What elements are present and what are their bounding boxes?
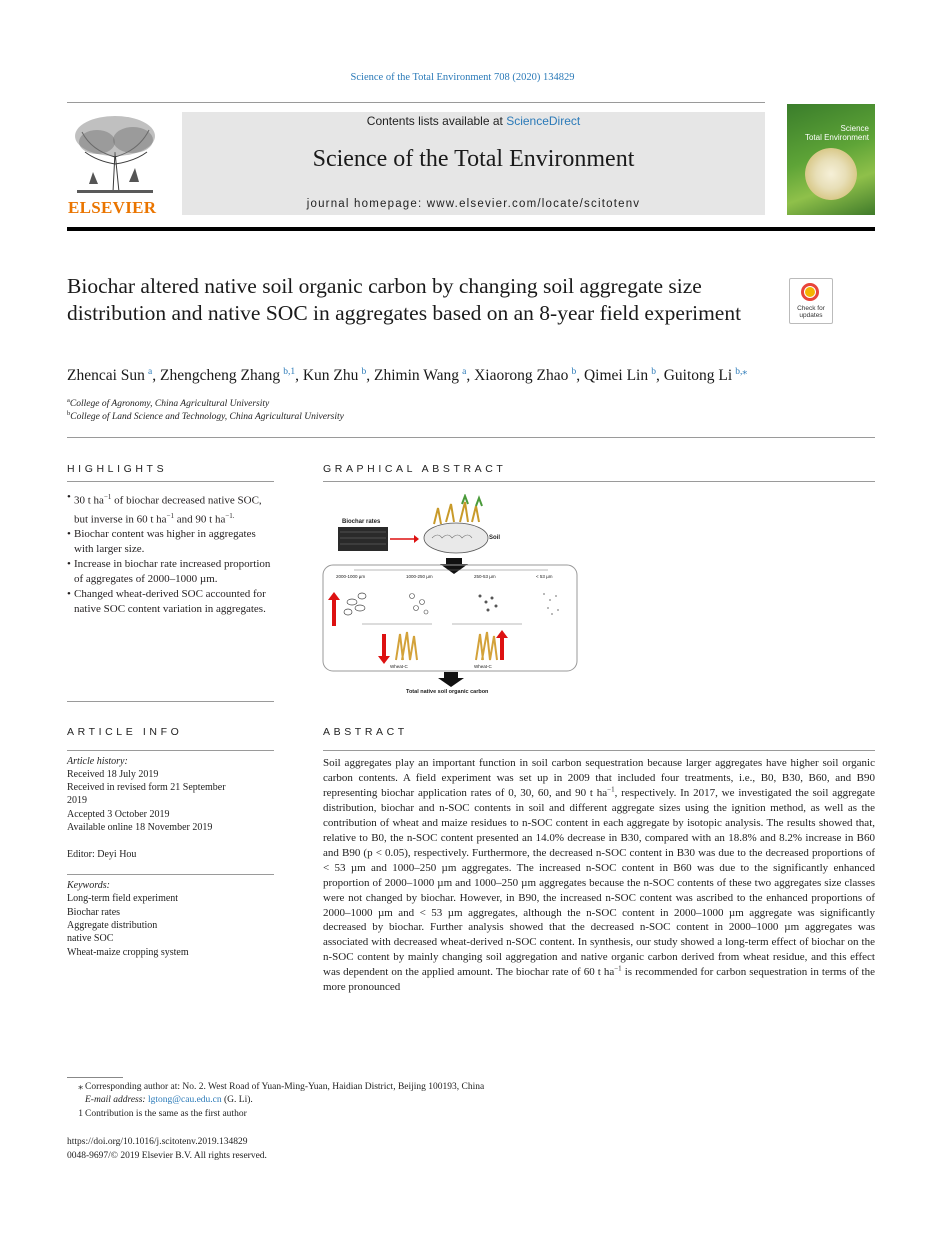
header-rule: [67, 102, 765, 103]
history-item: 2019: [67, 795, 87, 806]
contents-line: [182, 114, 765, 128]
author-name[interactable]: Xiaorong Zhao: [474, 367, 569, 385]
affiliation-mark: b: [67, 410, 71, 417]
cover-title-line2: Total Environment: [804, 133, 869, 142]
keywords-rule: [67, 874, 274, 875]
down-arrow-icon: [440, 558, 468, 574]
highlight-sup: −1.: [225, 511, 235, 520]
author-affil-mark[interactable]: a: [148, 367, 153, 377]
abstract-text: Soil aggregates play an important function in soil carbon sequestration because larger aggregates have higher soil organic carbon contents. A field experiment was set up in 2009 that included four treatments, i.e., B0, B30, B60, and B90 representing biochar application rates of 0, 30, 60, and 90 t ha: [323, 757, 875, 799]
highlights-rule: [67, 481, 274, 482]
affiliation-b: [67, 410, 344, 422]
history-item: Received 18 July 2019: [67, 769, 159, 780]
affiliation-text: College of Land Science and Technology, China Agricultural University: [70, 412, 344, 423]
soil-mound: [424, 523, 488, 553]
highlight-text: 30 t ha: [74, 494, 104, 507]
contribution-note: [67, 1109, 247, 1119]
keyword: Aggregate distribution: [67, 920, 158, 931]
crossmark-center: [805, 287, 815, 297]
keyword: Long-term field experiment: [67, 893, 179, 904]
keyword: native SOC: [67, 933, 114, 944]
corresponding-author-note: [67, 1081, 484, 1092]
journal-cover[interactable]: [787, 104, 875, 215]
biochar-block: [338, 527, 388, 551]
abstract-sup: −1: [607, 785, 615, 794]
author-list: Zhencai Sun $^a$, Zhengcheng Zhang $^{b,1}$, Kun Zhu $^b$, Zhimin Wang $^a$, Xiaorong Zhao $^b$, Qimei Lin $^b$, Guitong Li $^{b,⁎}$: [67, 367, 748, 385]
author-name[interactable]: Zhimin Wang: [373, 367, 459, 385]
email-link[interactable]: lgtong@cau.edu.cn: [147, 1095, 222, 1105]
highlight-item: • Increase in biochar rate increased proportion of aggregates of 2000–1000 µm.: [67, 557, 277, 587]
aggregates-fine: [543, 593, 559, 615]
author-name[interactable]: Zhengcheng Zhang: [160, 367, 281, 385]
abstract-rule: [323, 750, 875, 751]
history-item: Received in revised form 21 September: [67, 782, 226, 793]
footnote-text: Corresponding author at: No. 2. West Road of Yuan-Ming-Yuan, Haidian District, Beijing 100193, China: [85, 1082, 485, 1092]
graphical-abstract-figure[interactable]: [322, 494, 580, 696]
article-history-label: [67, 755, 128, 768]
article-info-rule: [67, 750, 274, 751]
aggregates-large: [344, 593, 366, 615]
journal-banner: [182, 112, 765, 215]
abstract-body: [323, 756, 875, 995]
author-affil-mark[interactable]: b: [361, 367, 367, 377]
down-arrow-total-icon: [438, 672, 464, 687]
elsevier-logo[interactable]: [67, 112, 163, 216]
label-soil: Soil: [489, 535, 501, 541]
editor: Editor: Deyi Hou: [67, 849, 137, 860]
author-affil-mark[interactable]: b: [651, 367, 656, 377]
highlight-sup: −1: [103, 493, 112, 501]
journal-title: Science of the Total Environment: [312, 146, 635, 172]
highlight-item: [67, 490, 277, 527]
author-name[interactable]: Qimei Lin: [583, 367, 649, 385]
affiliation-mark: a: [67, 397, 70, 404]
elsevier-tree-icon: [67, 112, 163, 198]
aggregate-panel: [323, 565, 577, 671]
history-item: Accepted 3 October 2019: [67, 809, 170, 820]
affiliation-text: College of Agronomy, China Agricultural University: [69, 399, 270, 410]
author-name[interactable]: Guitong Li: [663, 367, 733, 385]
author-affil-mark[interactable]: a: [462, 367, 467, 377]
cover-title-line1: Science: [840, 124, 869, 133]
wheat-right-icon: [476, 632, 497, 660]
graphical-abstract-rule: [323, 481, 875, 482]
crossmark-label: [790, 305, 832, 319]
author-affil-mark[interactable]: b,1: [283, 367, 296, 377]
label-size3: 250-53 µm: [474, 574, 496, 579]
footnote-rule: [67, 1077, 123, 1078]
up-arrow-left-icon: [328, 592, 340, 626]
highlight-text: and 90 t ha: [174, 513, 226, 526]
highlights-end-rule: [67, 701, 274, 702]
contents-prefix: Contents lists available at: [366, 114, 507, 128]
highlights-heading: HIGHLIGHTS: [67, 463, 168, 475]
highlights-list: [67, 490, 277, 617]
abstract-text: , respectively. In 2017, we investigated the soil aggregate distribution, biochar and n-SOC contents in soil and different aggregate sizes using the ignition method, as well as the contribution of wheat and maize residues to n-SOC content in each aggregate by isotopic analysis. The results showed that, relative to B0, the n-SOC content presented an 14.0% decrease in B30, compared with an 18.8% and 8.2% increase in B60 and B90 (p < 0.05), respectively. Furthermore, the decreased n-SOC content in B30 was due to the decreased proportions of < 53 µm and 1000–250 µm aggregates. The increased n-SOC content in B60 was due to the significantly enhanced proportion of 2000–1000 µm and 1000–250 µm aggregates because the n-SOC contents of these two aggregates size classes were not changed by biochar. However, in B90, the increased n-SOC content was ascribed to the enhanced proportions of 2000–1000 µm and < 53 µm aggregates, although the n-SOC content in 2000–1000 µm aggregate was significantly decreased by biochar. Further analysis showed that the decreased n-SOC content in 2000–1000 µm aggregates was associated with decreased wheat-derived n-SOC content. In synthesis, our study showed a long-term effect of biochar on the n-SOC content by mainly changing soil aggregation and native organic carbon derived from wheat residue, and this effect was dependent on the applied amount. The biochar rate of 60 t ha: [323, 786, 875, 979]
biochar-arrowhead: [414, 535, 419, 543]
crossmark-line1: Check for: [797, 305, 825, 312]
author-affil-mark[interactable]: b: [571, 367, 577, 377]
history-item: Available online 18 November 2019: [67, 822, 213, 833]
email-note: [67, 1095, 253, 1105]
keywords-label: [67, 879, 110, 892]
highlight-item: • Biochar content was higher in aggregates with larger size.: [67, 527, 277, 557]
abstract-sup: −1: [614, 964, 622, 973]
email-suffix: (G. Li).: [221, 1095, 253, 1105]
affiliation-a: [67, 397, 269, 409]
sciencedirect-link[interactable]: ScienceDirect: [506, 114, 581, 128]
keywords-label-text: Keywords:: [67, 880, 110, 891]
up-arrow-red-icon: [496, 630, 508, 660]
footnote-text: Contribution is the same as the first author: [85, 1109, 247, 1119]
label-total: Total native soil organic carbon: [406, 689, 489, 695]
author-name[interactable]: Kun Zhu: [302, 367, 359, 385]
highlight-item: • Changed wheat-derived SOC accounted for native SOC content variation in aggregates.: [67, 587, 277, 617]
abstract-heading: ABSTRACT: [323, 726, 408, 738]
article-title: Biochar altered native soil organic carbon by changing soil aggregate size distribution and native SOC in aggregates based on an 8-year field experiment: [67, 274, 742, 325]
check-for-updates-badge[interactable]: [789, 278, 833, 324]
wheat-left-icon: [396, 632, 417, 660]
email-label: E-mail address:: [85, 1095, 148, 1105]
author-name[interactable]: Zhencai Sun: [67, 367, 145, 385]
keyword: Wheat-maize cropping system: [67, 947, 189, 958]
graphical-abstract-heading: GRAPHICAL ABSTRACT: [323, 463, 507, 475]
aggregates-small: [479, 595, 498, 612]
keyword: Biochar rates: [67, 907, 121, 918]
highlight-text: of biochar decreased native SOC, but inverse in 60 t ha: [74, 494, 262, 526]
header-thick-rule: [67, 227, 875, 231]
author-affil-mark[interactable]: b,⁎: [735, 367, 748, 377]
highlight-sup: −1: [166, 511, 175, 520]
label-size2: 1000-250 µm: [406, 574, 433, 579]
label-wheat-c-right: Wheat-C: [474, 664, 492, 669]
article-history-label-text: Article history:: [67, 756, 128, 767]
graphical-abstract-svg: [322, 494, 580, 696]
crossmark-line2: updates: [799, 312, 823, 319]
article-info-heading: ARTICLE INFO: [67, 726, 183, 738]
cover-title: [805, 124, 869, 142]
label-biochar-rates: Biochar rates: [342, 519, 381, 525]
label-wheat-c-left: Wheat-C: [390, 664, 408, 669]
abstract-text: is recommended for carbon sequestration in terms of the more pronounced: [323, 966, 875, 994]
label-size4: < 53 µm: [536, 574, 553, 579]
journal-homepage[interactable]: journal homepage: www.elsevier.com/locate/scitotenv: [306, 198, 641, 210]
footnote-mark: 1: [78, 1109, 83, 1119]
section-rule: [67, 437, 875, 438]
journal-citation[interactable]: Science of the Total Environment 708 (2020) 134829: [350, 72, 575, 83]
down-arrow-red-icon: [378, 634, 390, 664]
elsevier-wordmark: ELSEVIER: [68, 198, 157, 217]
label-size1: 2000-1000 µm: [336, 574, 366, 579]
aggregates-medium: [410, 594, 429, 615]
crop-plants-icon: [434, 502, 479, 524]
cover-flower-image: [805, 148, 857, 200]
copyright: 0048-9697/© 2019 Elsevier B.V. All rights reserved.: [67, 1151, 267, 1161]
doi-link[interactable]: https://doi.org/10.1016/j.scitotenv.2019.134829: [67, 1137, 248, 1147]
footnote-mark: ⁎: [78, 1082, 83, 1092]
